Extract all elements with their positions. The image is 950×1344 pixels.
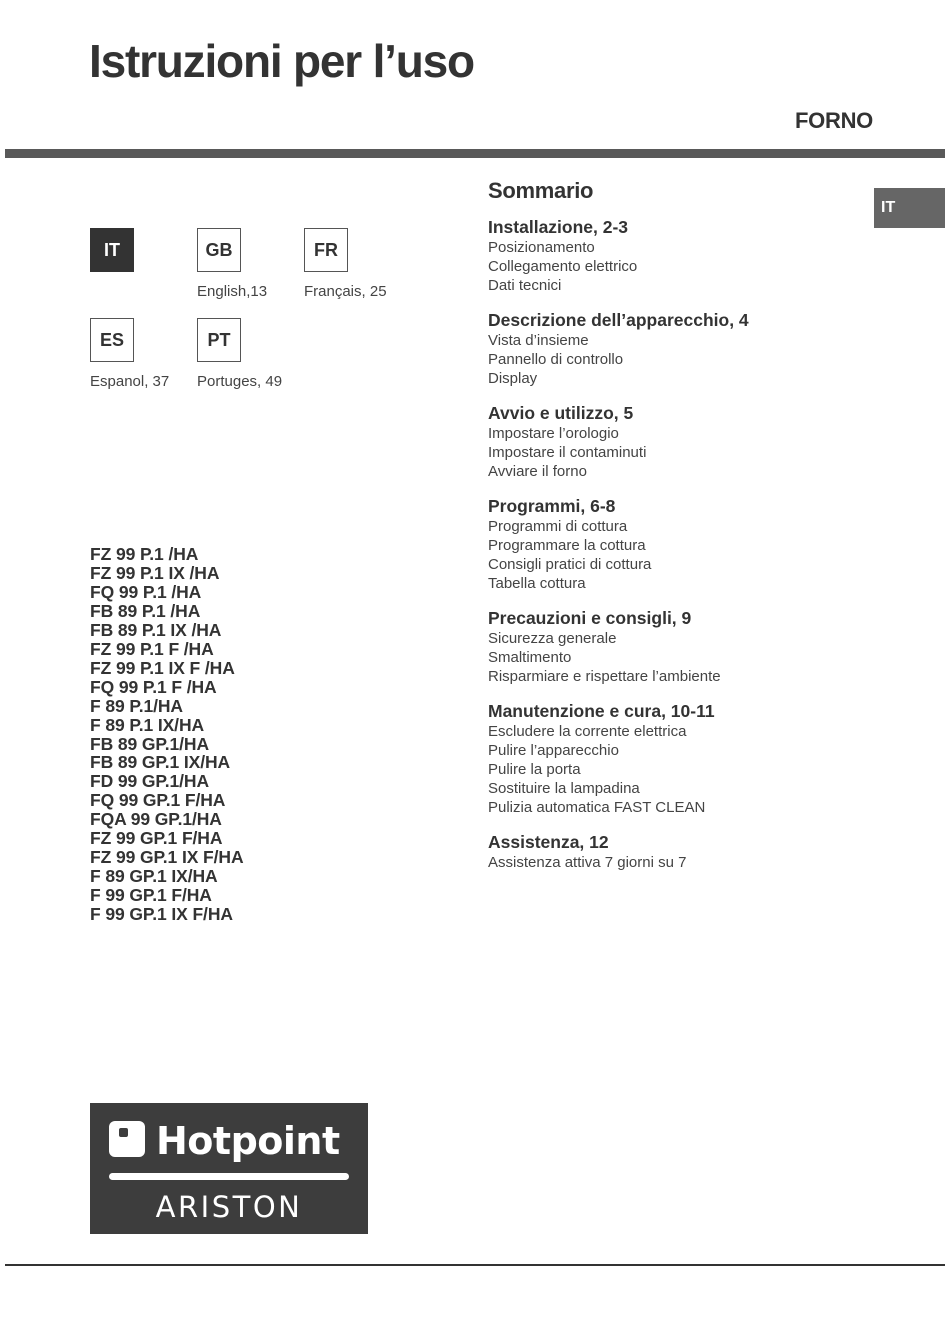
- toc-item[interactable]: Sicurezza generale: [488, 630, 617, 647]
- toc-section-precauzioni: [488, 607, 868, 686]
- product-category: FORNO: [795, 108, 873, 133]
- language-it[interactable]: [90, 228, 190, 283]
- language-caption: Espanol, 37: [90, 373, 170, 390]
- toc-item[interactable]: Pulizia automatica FAST CLEAN: [488, 799, 706, 816]
- toc-item[interactable]: Display: [488, 370, 538, 387]
- language-code: ES: [90, 318, 134, 362]
- language-code: FR: [304, 228, 348, 272]
- header-divider: [5, 149, 945, 158]
- toc-section-manutenzione: [488, 700, 868, 817]
- model-item: FB 89 P.1 /HA: [90, 600, 201, 621]
- model-item: FB 89 P.1 IX /HA: [90, 619, 222, 640]
- toc-item[interactable]: Collegamento elettrico: [488, 258, 638, 275]
- logo-brand-ariston: ARISTON: [155, 1190, 303, 1224]
- model-item: F 89 P.1 IX/HA: [90, 714, 205, 735]
- model-item: F 99 GP.1 F/HA: [90, 885, 212, 906]
- toc-item[interactable]: Vista d’insieme: [488, 332, 589, 349]
- toc-item[interactable]: Risparmiare e rispettare l’ambiente: [488, 668, 721, 685]
- page-title: Istruzioni per l’uso: [89, 35, 474, 87]
- model-item: FZ 99 P.1 IX F /HA: [90, 657, 235, 678]
- toc-section-avvio: [488, 402, 868, 481]
- model-item: FD 99 GP.1/HA: [90, 771, 209, 792]
- toc-item[interactable]: Pulire l’apparecchio: [488, 742, 619, 759]
- model-item: FB 89 GP.1 IX/HA: [90, 752, 231, 773]
- model-item: F 99 GP.1 IX F/HA: [90, 904, 233, 925]
- language-caption: Portuges, 49: [197, 373, 283, 390]
- toc-section-title[interactable]: Manutenzione e cura, 10-11: [488, 701, 715, 721]
- toc-section-title[interactable]: Assistenza, 12: [488, 832, 609, 852]
- model-item: F 89 P.1/HA: [90, 695, 183, 716]
- language-code: PT: [197, 318, 241, 362]
- toc-section-title[interactable]: Installazione, 2-3: [488, 217, 629, 237]
- logo-square-dot: [119, 1128, 128, 1137]
- toc-item[interactable]: Dati tecnici: [488, 277, 562, 294]
- toc-title: Sommario: [488, 178, 594, 203]
- toc-item[interactable]: Impostare il contaminuti: [488, 444, 647, 461]
- toc-section-assistenza: [488, 831, 868, 872]
- language-es[interactable]: [90, 318, 190, 390]
- toc-section-title[interactable]: Descrizione dell’apparecchio, 4: [488, 310, 749, 330]
- model-item: FQA 99 GP.1/HA: [90, 809, 222, 830]
- hotpoint-ariston-logo: [90, 1103, 368, 1234]
- toc-section-title[interactable]: Avvio e utilizzo, 5: [488, 403, 634, 423]
- toc-item[interactable]: Pannello di controllo: [488, 351, 624, 368]
- language-caption: Français, 25: [304, 283, 387, 300]
- model-list: [90, 545, 243, 924]
- toc-item[interactable]: Tabella cottura: [488, 575, 586, 592]
- model-item: F 89 GP.1 IX/HA: [90, 866, 218, 887]
- language-gb[interactable]: [197, 228, 297, 300]
- model-item: FZ 99 P.1 IX /HA: [90, 562, 220, 583]
- toc-item[interactable]: Escludere la corrente elettrica: [488, 723, 687, 740]
- toc-item[interactable]: Programmi di cottura: [488, 518, 628, 535]
- model-item: FZ 99 GP.1 F/HA: [90, 828, 223, 849]
- toc-section-title[interactable]: Programmi, 6-8: [488, 496, 616, 516]
- toc-item[interactable]: Posizionamento: [488, 239, 595, 256]
- toc-item[interactable]: Assistenza attiva 7 giorni su 7: [488, 854, 687, 871]
- model-item: FZ 99 GP.1 IX F/HA: [90, 847, 244, 868]
- language-fr[interactable]: [304, 228, 404, 300]
- toc-item[interactable]: Avviare il forno: [488, 463, 587, 480]
- language-side-tab: IT: [874, 188, 945, 228]
- toc-item[interactable]: Impostare l’orologio: [488, 425, 619, 442]
- toc-item[interactable]: Smaltimento: [488, 649, 572, 666]
- language-pt[interactable]: [197, 318, 297, 390]
- logo-divider: [109, 1173, 349, 1180]
- model-item: FZ 99 P.1 /HA: [90, 544, 199, 564]
- model-item: FZ 99 P.1 F /HA: [90, 638, 214, 659]
- model-item: FB 89 GP.1/HA: [90, 733, 209, 754]
- toc-section-descrizione: [488, 309, 868, 388]
- toc-section-programmi: [488, 495, 868, 593]
- toc-section-title[interactable]: Precauzioni e consigli, 9: [488, 608, 692, 628]
- toc-item[interactable]: Sostituire la lampadina: [488, 780, 640, 797]
- toc-item[interactable]: Pulire la porta: [488, 761, 581, 778]
- language-code: GB: [197, 228, 241, 272]
- model-item: FQ 99 P.1 /HA: [90, 581, 202, 602]
- logo-brand-hotpoint: Hotpoint: [156, 1119, 340, 1163]
- toc-section-installazione: [488, 216, 868, 295]
- table-of-contents: [488, 178, 868, 886]
- logo-square-icon: [109, 1121, 145, 1157]
- model-item: FQ 99 P.1 F /HA: [90, 676, 217, 697]
- toc-item[interactable]: Consigli pratici di cottura: [488, 556, 652, 573]
- footer-divider: [5, 1264, 945, 1266]
- model-item: FQ 99 GP.1 F/HA: [90, 790, 226, 811]
- toc-item[interactable]: Programmare la cottura: [488, 537, 646, 554]
- language-code: IT: [90, 228, 134, 272]
- language-caption: English,13: [197, 283, 268, 300]
